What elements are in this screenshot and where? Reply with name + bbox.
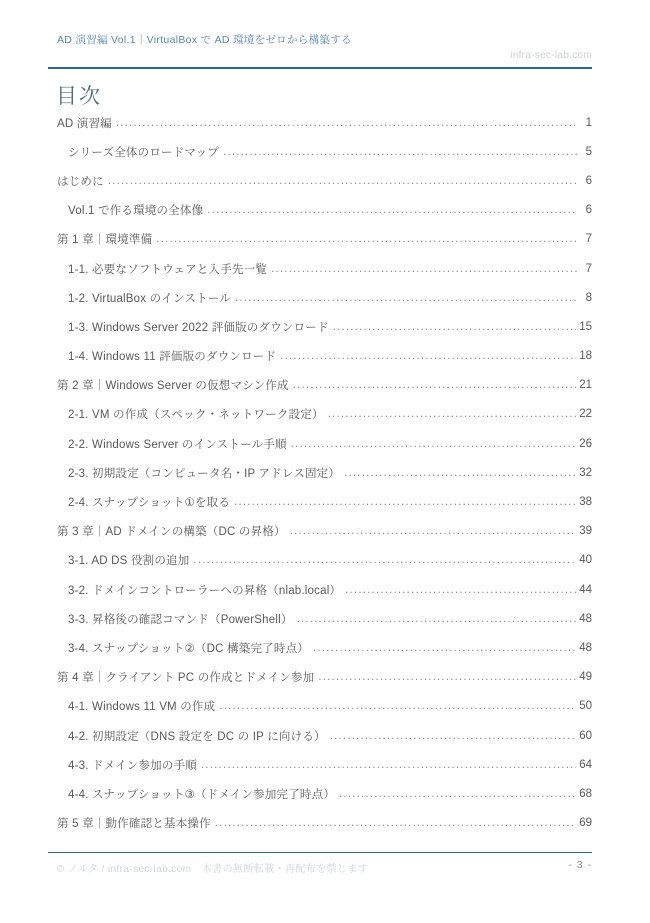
toc-entry-page: 48	[579, 641, 592, 654]
toc-entry-page: 40	[579, 554, 592, 567]
toc-entry[interactable]	[57, 663, 592, 692]
toc-entry-page: 15	[579, 320, 592, 333]
footer-page-number: - 3 -	[568, 859, 592, 871]
footer-divider	[48, 852, 592, 853]
toc-entry[interactable]	[57, 692, 592, 721]
page-title: 目次	[56, 85, 102, 108]
toc-entry[interactable]	[57, 283, 592, 312]
toc-leader-dots	[223, 145, 577, 159]
toc-entry-label: Vol.1 で作る環境の全体像	[68, 205, 204, 218]
toc-entry-label: 2-4. スナップショット①を取る	[68, 497, 231, 510]
toc-entry-page: 26	[579, 437, 592, 450]
toc-entry-page: 18	[579, 350, 592, 363]
toc-entry-label: 第 1 章｜環境準備	[57, 234, 153, 247]
toc-entry-page: 1	[585, 116, 592, 129]
footer-copyright: © ノルタ / infra-sec-lab.com 本書の無断転載・再配布を禁じます	[57, 864, 369, 875]
toc-entry[interactable]	[57, 546, 592, 575]
toc-leader-dots	[290, 524, 576, 538]
toc-leader-dots	[333, 320, 577, 334]
toc-entry[interactable]	[57, 633, 592, 662]
toc-entry-page: 64	[579, 758, 592, 771]
toc-entry-page: 44	[579, 583, 592, 596]
toc-leader-dots	[293, 378, 576, 392]
toc-leader-dots	[219, 699, 576, 713]
toc-entry-label: 1-4. Windows 11 評価版のダウンロード	[68, 351, 277, 364]
toc-entry-page: 8	[585, 291, 592, 304]
toc-leader-dots	[116, 116, 577, 130]
toc-entry-page: 60	[579, 729, 592, 742]
toc-entry-label: 3-4. スナップショット②（DC 構築完了時点）	[68, 642, 309, 655]
toc-leader-dots	[339, 787, 576, 801]
toc-entry[interactable]	[57, 517, 592, 546]
toc-entry[interactable]	[57, 371, 592, 400]
toc-leader-dots	[328, 407, 577, 421]
toc-leader-dots	[108, 174, 577, 188]
toc-leader-dots	[156, 232, 577, 246]
toc-entry-label: 3-1. AD DS 役割の追加	[68, 555, 190, 568]
toc-entry[interactable]	[57, 721, 592, 750]
toc-entry-page: 49	[579, 671, 592, 684]
toc-entry-page: 48	[579, 612, 592, 625]
toc-entry-page: 68	[579, 787, 592, 800]
toc-leader-dots	[297, 612, 577, 626]
toc-entry-page: 39	[579, 525, 592, 538]
toc-entry[interactable]	[57, 429, 592, 458]
toc-entry[interactable]	[57, 312, 592, 341]
toc-leader-dots	[291, 437, 577, 451]
toc-entry-page: 7	[585, 262, 592, 275]
toc-entry-label: 第 2 章｜Windows Server の仮想マシン作成	[57, 380, 289, 393]
toc-list	[57, 108, 592, 838]
header-divider	[48, 67, 592, 69]
toc-entry[interactable]	[57, 575, 592, 604]
toc-entry-label: 1-1. 必要なソフトウェアと入手先一覧	[68, 263, 268, 276]
toc-entry-label: シリーズ全体のロードマップ	[68, 146, 220, 159]
toc-entry-label: 3-2. ドメインコントローラーへの昇格（nlab.local）	[68, 584, 342, 597]
toc-leader-dots	[280, 349, 576, 363]
toc-entry-label: 第 3 章｜AD ドメインの構築（DC の昇格）	[57, 526, 286, 539]
toc-entry-page: 5	[585, 145, 592, 158]
toc-entry-page: 7	[585, 233, 592, 246]
toc-leader-dots	[234, 495, 576, 509]
toc-leader-dots	[207, 203, 577, 217]
header-site-url: infra-sec-lab.com	[510, 50, 592, 61]
toc-leader-dots	[193, 553, 576, 567]
toc-entry-label: 4-2. 初期設定（DNS 設定を DC の IP に向ける）	[68, 730, 326, 743]
toc-leader-dots	[313, 641, 576, 655]
toc-entry[interactable]	[57, 750, 592, 779]
toc-entry-page: 69	[579, 817, 592, 830]
toc-entry[interactable]	[57, 458, 592, 487]
toc-entry-label: 2-1. VM の作成（スペック・ネットワーク設定）	[68, 409, 324, 422]
toc-entry-page: 6	[585, 204, 592, 217]
toc-entry-label: 第 4 章｜クライアント PC の作成とドメイン参加	[57, 672, 315, 685]
toc-entry-label: 4-1. Windows 11 VM の作成	[68, 701, 216, 714]
toc-entry-page: 6	[585, 174, 592, 187]
toc-entry-label: 4-3. ドメイン参加の手順	[68, 759, 197, 772]
toc-leader-dots	[201, 758, 576, 772]
toc-entry-label: AD 演習編	[57, 117, 112, 130]
toc-entry[interactable]	[57, 254, 592, 283]
toc-leader-dots	[345, 583, 576, 597]
toc-leader-dots	[318, 670, 576, 684]
toc-entry-label: 4-4. スナップショット③（ドメイン参加完了時点）	[68, 788, 336, 801]
toc-entry[interactable]	[57, 166, 592, 195]
toc-entry-label: 2-2. Windows Server のインストール手順	[68, 438, 287, 451]
toc-entry[interactable]	[57, 108, 592, 137]
toc-entry-label: 2-3. 初期設定（コンピュータ名・IP アドレス固定）	[68, 467, 341, 480]
toc-entry[interactable]	[57, 779, 592, 808]
toc-leader-dots	[330, 729, 576, 743]
toc-entry-page: 21	[579, 379, 592, 392]
toc-entry-page: 50	[579, 700, 592, 713]
toc-entry-label: はじめに	[57, 175, 104, 188]
toc-entry-label: 第 5 章｜動作確認と基本操作	[57, 818, 211, 831]
toc-leader-dots	[215, 816, 576, 830]
toc-entry[interactable]	[57, 342, 592, 371]
toc-entry-page: 32	[579, 466, 592, 479]
toc-entry[interactable]	[57, 225, 592, 254]
toc-entry[interactable]	[57, 400, 592, 429]
toc-entry-page: 22	[579, 408, 592, 421]
document-header-title: AD 演習編 Vol.1｜VirtualBox で AD 環境をゼロから構築する	[57, 34, 352, 46]
toc-entry[interactable]	[57, 137, 592, 166]
toc-entry[interactable]	[57, 487, 592, 516]
toc-entry[interactable]	[57, 196, 592, 225]
toc-leader-dots	[235, 291, 577, 305]
toc-leader-dots	[271, 262, 577, 276]
toc-leader-dots	[344, 466, 576, 480]
toc-entry-page: 38	[579, 496, 592, 509]
toc-entry-label: 1-3. Windows Server 2022 評価版のダウンロード	[68, 321, 329, 334]
toc-entry[interactable]	[57, 809, 592, 838]
toc-entry-label: 1-2. VirtualBox のインストール	[68, 292, 231, 305]
toc-entry-label: 3-3. 昇格後の確認コマンド（PowerShell）	[68, 613, 293, 626]
toc-entry[interactable]	[57, 604, 592, 633]
